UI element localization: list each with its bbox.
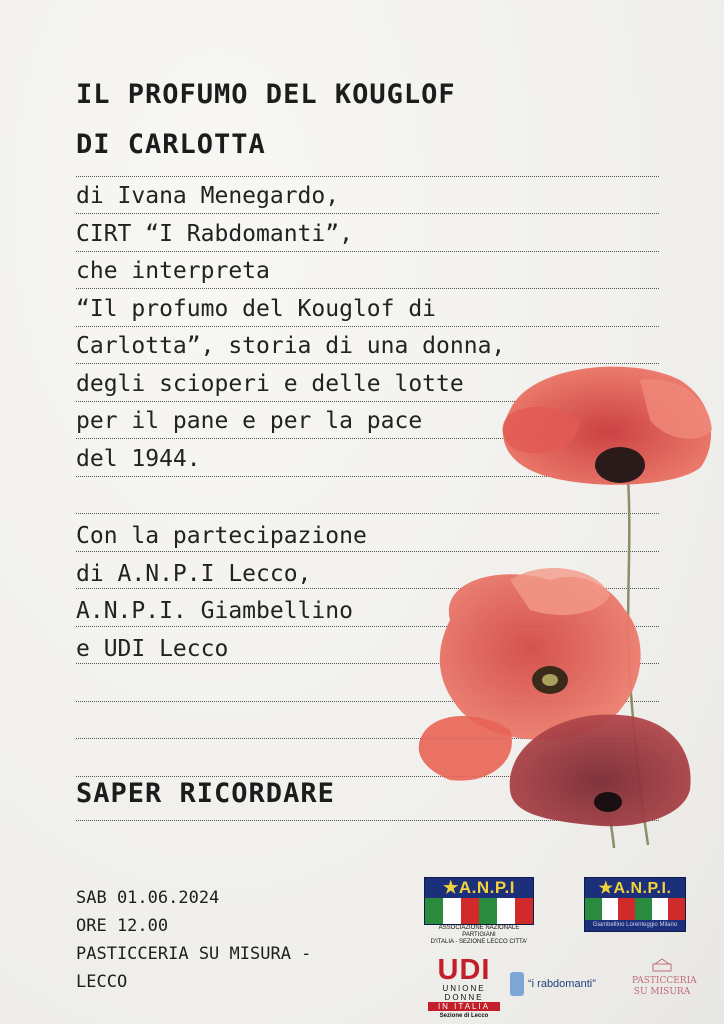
pasticceria-line: PASTICCERIA	[632, 976, 697, 986]
partners-line: di A.N.P.I Lecco,	[76, 560, 312, 587]
title-line-1: IL PROFUMO DEL KOUGLOF	[76, 79, 456, 110]
rabdomanti-logo	[510, 972, 596, 996]
poster-title	[76, 70, 456, 170]
italian-flag-icon	[585, 898, 685, 920]
description-line: CIRT “I Rabdomanti”,	[76, 220, 353, 247]
poppy-top	[502, 367, 712, 485]
description-line: che interpreta	[76, 258, 270, 284]
description-line: Carlotta”, storia di una donna,	[76, 333, 506, 359]
ruled-line	[76, 176, 659, 177]
event-details	[76, 884, 311, 996]
title-line-2: DI CARLOTTA	[76, 129, 266, 160]
pasticceria-logo	[632, 958, 697, 998]
description-line: degli scioperi e delle lotte	[76, 370, 464, 397]
udi-line: UNIONE	[442, 984, 486, 993]
tagline: SAPER RICORDARE	[76, 778, 335, 809]
description-line: del 1944.	[76, 445, 201, 472]
anpi-lecco-caption-line: D'ITALIA - SEZIONE LECCO CITTA'	[430, 939, 528, 945]
anpi-giambellino-label: ★A.N.P.I.	[598, 880, 672, 897]
anpi-giambellino-badge	[584, 877, 686, 932]
event-date: SAB 01.06.2024	[76, 888, 220, 908]
italian-flag-icon	[425, 898, 533, 924]
udi-line: IN ITALIA	[428, 1002, 500, 1011]
anpi-lecco-caption-line: ASSOCIAZIONE NAZIONALE PARTIGIANI	[438, 925, 520, 938]
cake-icon	[650, 958, 674, 972]
udi-mark: UDI	[437, 954, 491, 986]
partners-line: Con la partecipazione	[76, 523, 367, 549]
rabdomanti-icon	[510, 972, 524, 996]
poppy-illustration	[410, 350, 724, 850]
udi-line: DONNE	[444, 993, 484, 1002]
rabdomanti-label: “i rabdomanti”	[528, 978, 596, 990]
description-line: di Ivana Menegardo,	[76, 183, 340, 209]
description-line: per il pane e per la pace	[76, 408, 423, 434]
anpi-lecco-logo	[424, 877, 534, 946]
partners-line: e UDI Lecco	[76, 635, 229, 662]
anpi-lecco-badge	[424, 877, 534, 925]
anpi-lecco-caption	[424, 925, 534, 946]
pasticceria-line: SU MISURA	[633, 987, 691, 997]
anpi-giambellino-logo	[584, 877, 686, 932]
description-line: “Il profumo del Kouglof di	[76, 295, 437, 322]
partners-line: A.N.P.I. Giambellino	[76, 598, 353, 624]
udi-section: Sezione di Lecco	[439, 1013, 489, 1019]
anpi-giambellino-caption: Giambellino Lorenteggio Milano	[592, 922, 678, 928]
udi-logo	[428, 956, 500, 1019]
anpi-lecco-label: ★A.N.P.I	[443, 878, 515, 897]
partners-text	[76, 518, 367, 668]
event-city: LECCO	[76, 972, 128, 992]
event-time: ORE 12.00	[76, 916, 169, 936]
event-venue: PASTICCERIA SU MISURA -	[76, 944, 312, 964]
